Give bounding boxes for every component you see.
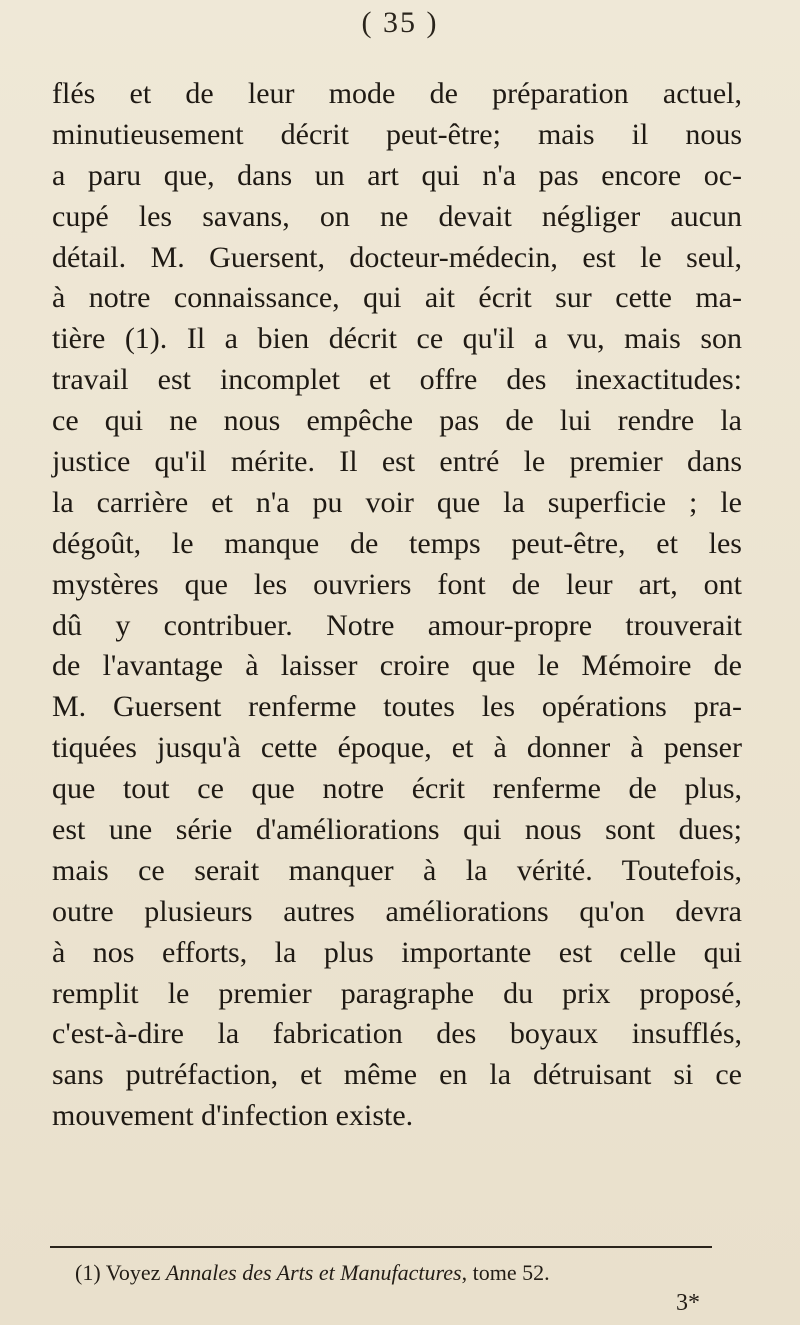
footnote-work-title: Annales des Arts et Manufactures: [165, 1260, 462, 1285]
page-number: ( 35 ): [361, 6, 439, 39]
text-line: la carrière et n'a pu voir que la superficie ; le: [52, 485, 742, 519]
text-line: à nos efforts, la plus importante est celle qui: [52, 935, 742, 969]
text-line: mais ce serait manquer à la vérité. Toutefois,: [52, 853, 742, 887]
text-line: flés et de leur mode de préparation actuel,: [52, 77, 742, 110]
text-line: tière (1). Il a bien décrit ce qu'il a vu, mais son: [52, 322, 742, 356]
footnote-prefix: Voyez: [105, 1260, 161, 1285]
body-text: [52, 74, 742, 1137]
text-line: de l'avantage à laisser croire que le Mémoire de: [52, 649, 742, 683]
text-line: dégoût, le manque de temps peut-être, et les: [52, 526, 742, 560]
text-line: tiquées jusqu'à cette époque, et à donner à penser: [52, 731, 742, 765]
text-line: est une série d'améliorations qui nous sont dues;: [52, 813, 742, 847]
text-line: sans putréfaction, et même en la détruisant si ce: [52, 1058, 742, 1092]
text-line: détail. M. Guersent, docteur-médecin, est le seul,: [52, 240, 742, 274]
text-line: outre plusieurs autres améliorations qu'on devra: [52, 894, 742, 928]
text-line: c'est-à-dire la fabrication des boyaux insufflés,: [52, 1017, 742, 1051]
text-line: à notre connaissance, qui ait écrit sur cette ma-: [52, 281, 742, 315]
text-line: minutieusement décrit peut-être; mais il nous: [52, 117, 742, 151]
text-line: justice qu'il mérite. Il est entré le premier dans: [52, 445, 742, 479]
footnote-divider: [50, 1246, 712, 1248]
text-line: cupé les savans, on ne devait négliger aucun: [52, 199, 742, 233]
text-line: dû y contribuer. Notre amour-propre trouverait: [52, 608, 742, 642]
footnote-suffix: , tome 52.: [461, 1260, 550, 1285]
signature-mark: 3*: [676, 1290, 700, 1316]
text-line: ce qui ne nous empêche pas de lui rendre la: [52, 404, 742, 438]
text-line: remplit le premier paragraphe du prix proposé,: [52, 976, 742, 1010]
text-line: que tout ce que notre écrit renferme de plus,: [52, 772, 742, 806]
text-line: mystères que les ouvriers font de leur art, ont: [52, 567, 742, 601]
text-line: a paru que, dans un art qui n'a pas encore oc-: [52, 158, 742, 192]
footnote: [75, 1258, 735, 1288]
footnote-marker: (1): [75, 1260, 101, 1285]
text-line: travail est incomplet et offre des inexactitudes:: [52, 363, 742, 397]
text-line: M. Guersent renferme toutes les opérations pra-: [52, 690, 742, 724]
text-line-last: mouvement d'infection existe.: [52, 1099, 414, 1133]
